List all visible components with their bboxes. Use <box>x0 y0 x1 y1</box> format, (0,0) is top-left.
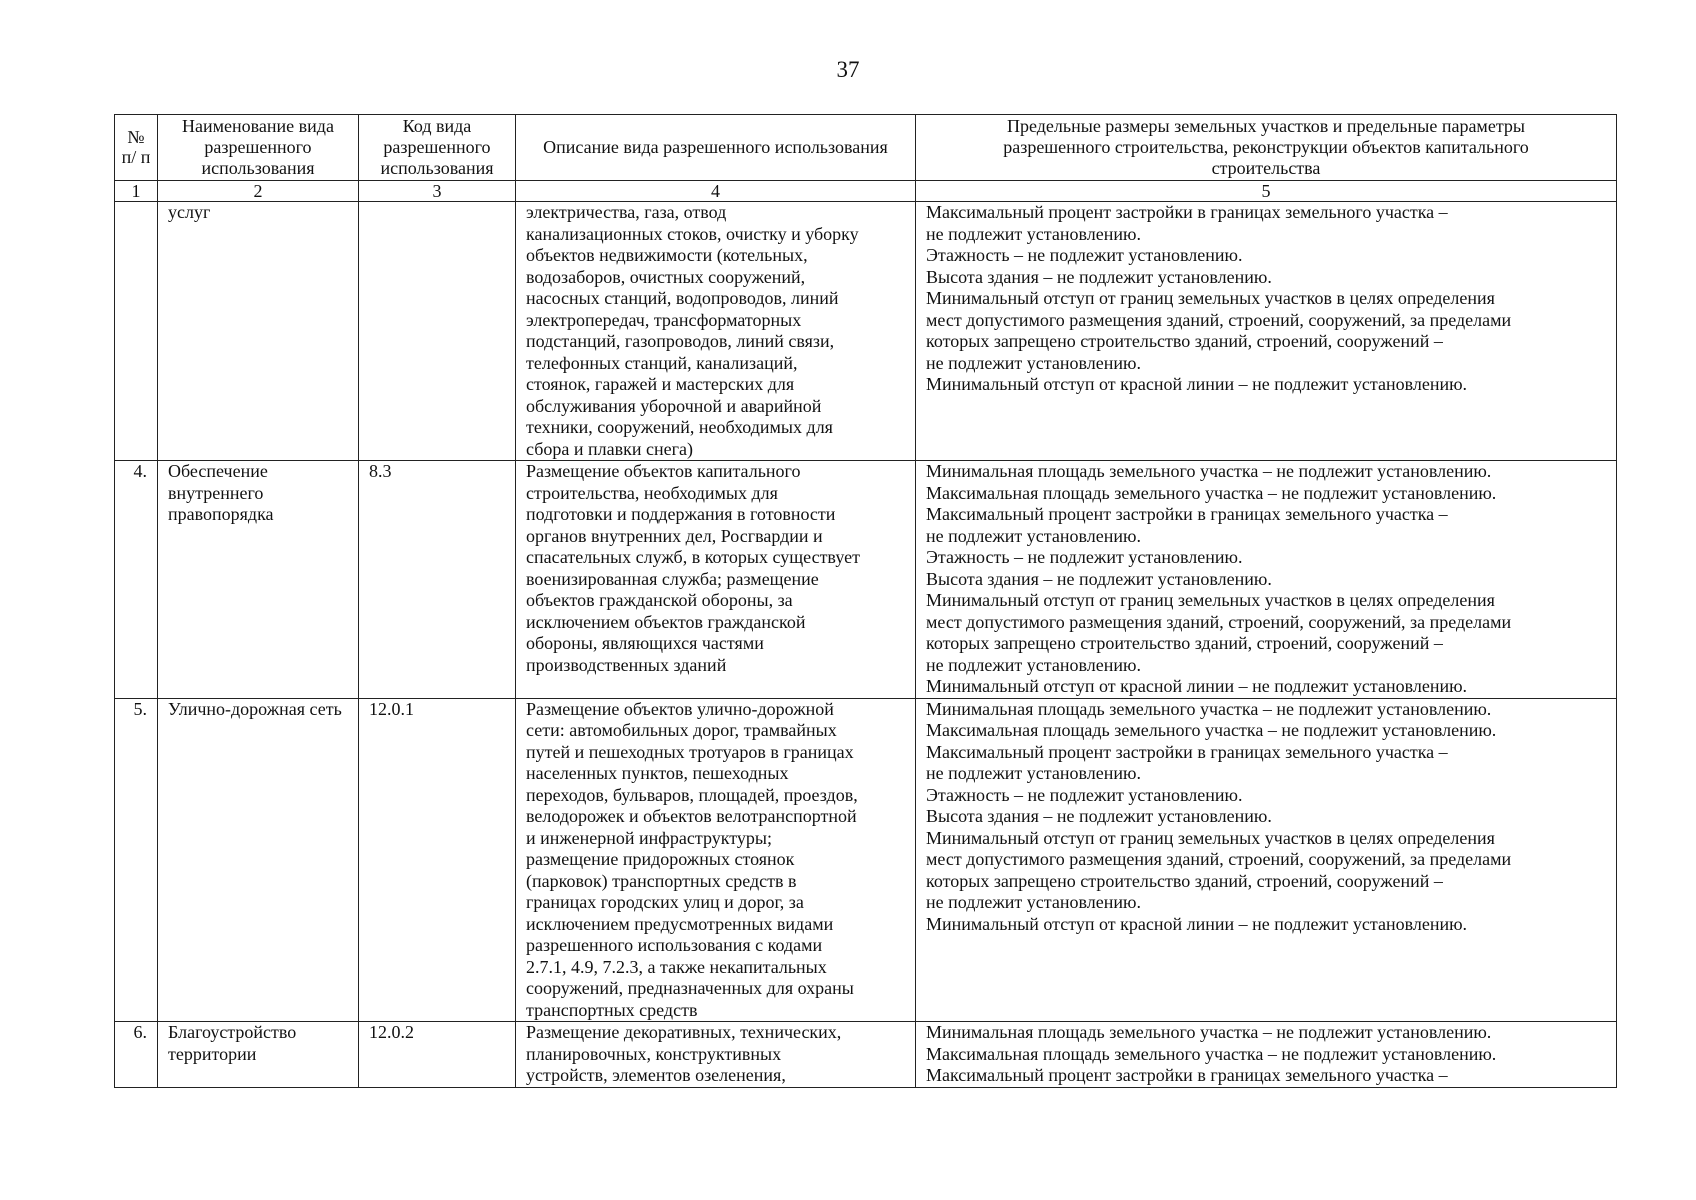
use-description <box>516 1022 916 1088</box>
description-line: производственных зданий <box>526 654 727 675</box>
limits-line: не подлежит установлению. <box>926 892 1141 912</box>
limits-line: Минимальный отступ от красной линии – не подлежит установлению. <box>926 374 1468 394</box>
header-limits: Предельные размеры земельных участков и предельные параметры разрешенного строительства, реконструкции объектов капитального строительства <box>916 115 1617 181</box>
table-row <box>115 1022 1617 1088</box>
use-code <box>359 202 516 461</box>
row-number: 5. <box>115 698 158 1022</box>
limits-line: Высота здания – не подлежит установлению. <box>926 568 1272 589</box>
limits-line: Высота здания – не подлежит установлению. <box>926 266 1272 287</box>
description-line: границах городских улиц и дорог, за <box>526 892 804 912</box>
description-line: стоянок, гаражей и мастерских для <box>526 374 795 394</box>
limits <box>916 1022 1617 1088</box>
use-name: Улично-дорожная сеть <box>158 698 359 1022</box>
limits-line: которых запрещено строительство зданий, строений, сооружений – <box>926 633 1443 653</box>
description-line: транспортных средств <box>526 999 698 1020</box>
description-line: Размещение декоративных, технических, <box>526 1022 842 1042</box>
description-line: сбора и плавки снега) <box>526 438 693 459</box>
limits-line: Минимальная площадь земельного участка – не подлежит установлению. <box>926 698 1492 719</box>
description-line: Размещение объектов улично-дорожной <box>526 698 834 719</box>
description-line: разрешенного использования с кодами <box>526 935 823 955</box>
header-description: Описание вида разрешенного использования <box>516 115 916 181</box>
description-line: канализационных стоков, очистку и уборку <box>526 223 859 244</box>
description-line: объектов недвижимости (котельных, <box>526 245 808 265</box>
header-number-label: № п/ п <box>121 127 151 167</box>
use-name: Благоустройство территории <box>158 1022 359 1088</box>
description-line: водозаборов, очистных сооружений, <box>526 266 806 287</box>
limits-line: Высота здания – не подлежит установлению. <box>926 806 1272 826</box>
row-number: 4. <box>115 461 158 699</box>
table-body <box>115 202 1617 1088</box>
column-number: 4 <box>516 181 916 202</box>
use-description <box>516 202 916 461</box>
limits-line: Минимальный отступ от красной линии – не подлежит установлению. <box>926 676 1468 696</box>
column-number: 2 <box>158 181 359 202</box>
limits-line: Минимальная площадь земельного участка – не подлежит установлению. <box>926 461 1492 481</box>
limits-line: которых запрещено строительство зданий, строений, сооружений – <box>926 331 1443 351</box>
limits-line: Максимальный процент застройки в границах земельного участка – <box>926 741 1448 762</box>
table-row <box>115 461 1617 699</box>
column-number: 3 <box>359 181 516 202</box>
header-row <box>115 115 1617 181</box>
limits-line: не подлежит установлению. <box>926 654 1141 675</box>
description-line: населенных пунктов, пешеходных <box>526 763 789 783</box>
limits-line: не подлежит установлению. <box>926 223 1141 244</box>
use-description <box>516 461 916 699</box>
description-line: обслуживания уборочной и аварийной <box>526 395 822 416</box>
limits-line: Минимальный отступ от границ земельных участков в целях определения <box>926 827 1495 848</box>
description-line: устройств, элементов озеленения, <box>526 1065 786 1085</box>
description-line: органов внутренних дел, Росгвардии и <box>526 525 823 546</box>
description-line: переходов, бульваров, площадей, проездов, <box>526 784 858 805</box>
description-line: насосных станций, водопроводов, линий <box>526 288 839 308</box>
limits-line: не подлежит установлению. <box>926 763 1141 783</box>
limits-line: мест допустимого размещения зданий, строений, сооружений, за пределами <box>926 611 1512 632</box>
limits-line: Максимальная площадь земельного участка – не подлежит установлению. <box>926 1043 1497 1064</box>
description-line: размещение придорожных стоянок <box>526 849 795 869</box>
limits <box>916 461 1617 699</box>
description-line: (парковок) транспортных средств в <box>526 870 797 891</box>
limits-line: не подлежит установлению. <box>926 352 1141 373</box>
description-line: планировочных, конструктивных <box>526 1043 782 1064</box>
description-line: подстанций, газопроводов, линий связи, <box>526 331 835 351</box>
column-number: 5 <box>916 181 1617 202</box>
description-line: телефонных станций, канализаций, <box>526 352 798 373</box>
description-line: военизированная служба; размещение <box>526 568 819 589</box>
row-number <box>115 202 158 461</box>
description-line: 2.7.1, 4.9, 7.2.3, а также некапитальных <box>526 956 827 977</box>
land-use-table <box>114 114 1617 1088</box>
use-description <box>516 698 916 1022</box>
use-code: 12.0.2 <box>359 1022 516 1088</box>
page-number: 37 <box>836 57 860 82</box>
limits-line: Этажность – не подлежит установлению. <box>926 547 1243 567</box>
limits-line: мест допустимого размещения зданий, строений, сооружений, за пределами <box>926 309 1512 330</box>
description-line: велодорожек и объектов велотранспортной <box>526 806 857 826</box>
limits-line: которых запрещено строительство зданий, строений, сооружений – <box>926 870 1443 891</box>
description-line: спасательных служб, в которых существует <box>526 547 860 567</box>
limits <box>916 202 1617 461</box>
description-line: электричества, газа, отвод <box>526 202 727 222</box>
limits <box>916 698 1617 1022</box>
description-line: исключением объектов гражданской <box>526 611 806 632</box>
row-number: 6. <box>115 1022 158 1088</box>
limits-line: не подлежит установлению. <box>926 525 1141 546</box>
description-line: путей и пешеходных тротуаров в границах <box>526 741 854 762</box>
table-row <box>115 202 1617 461</box>
use-name: услуг <box>158 202 359 461</box>
description-line: техники, сооружений, необходимых для <box>526 417 833 437</box>
limits-line: Максимальный процент застройки в границах земельного участка – <box>926 202 1448 222</box>
use-name: Обеспечение внутреннего правопорядка <box>158 461 359 699</box>
header-number <box>115 115 158 181</box>
limits-line: Этажность – не подлежит установлению. <box>926 784 1243 805</box>
description-line: исключением предусмотренных видами <box>526 913 834 934</box>
column-number-row <box>115 181 1617 202</box>
header-number-text <box>119 128 153 167</box>
header-use-name: Наименование вида разрешенного использования <box>158 115 359 181</box>
limits-line: Минимальная площадь земельного участка – не подлежит установлению. <box>926 1022 1492 1042</box>
description-line: объектов гражданской обороны, за <box>526 590 793 610</box>
limits-line: Максимальная площадь земельного участка – не подлежит установлению. <box>926 720 1497 740</box>
description-line: сети: автомобильных дорог, трамвайных <box>526 720 837 740</box>
limits-line: Минимальный отступ от красной линии – не подлежит установлению. <box>926 913 1468 934</box>
header-use-code: Код вида разрешенного использования <box>359 115 516 181</box>
limits-line: мест допустимого размещения зданий, строений, сооружений, за пределами <box>926 849 1512 869</box>
description-line: Размещение объектов капитального <box>526 461 801 481</box>
description-line: сооружений, предназначенных для охраны <box>526 978 854 998</box>
limits-line: Максимальный процент застройки в границах земельного участка – <box>926 1065 1448 1085</box>
limits-line: Этажность – не подлежит установлению. <box>926 245 1243 265</box>
limits-line: Максимальный процент застройки в границах земельного участка – <box>926 504 1448 524</box>
use-code: 12.0.1 <box>359 698 516 1022</box>
table-row <box>115 698 1617 1022</box>
limits-line: Максимальная площадь земельного участка – не подлежит установлению. <box>926 482 1497 503</box>
description-line: и инженерной инфраструктуры; <box>526 827 772 848</box>
description-line: строительства, необходимых для <box>526 482 778 503</box>
limits-line: Минимальный отступ от границ земельных участков в целях определения <box>926 590 1495 610</box>
limits-line: Минимальный отступ от границ земельных участков в целях определения <box>926 288 1495 308</box>
description-line: обороны, являющихся частями <box>526 633 764 653</box>
use-code: 8.3 <box>359 461 516 699</box>
column-number: 1 <box>115 181 158 202</box>
description-line: подготовки и поддержания в готовности <box>526 504 836 524</box>
description-line: электропередач, трансформаторных <box>526 309 802 330</box>
